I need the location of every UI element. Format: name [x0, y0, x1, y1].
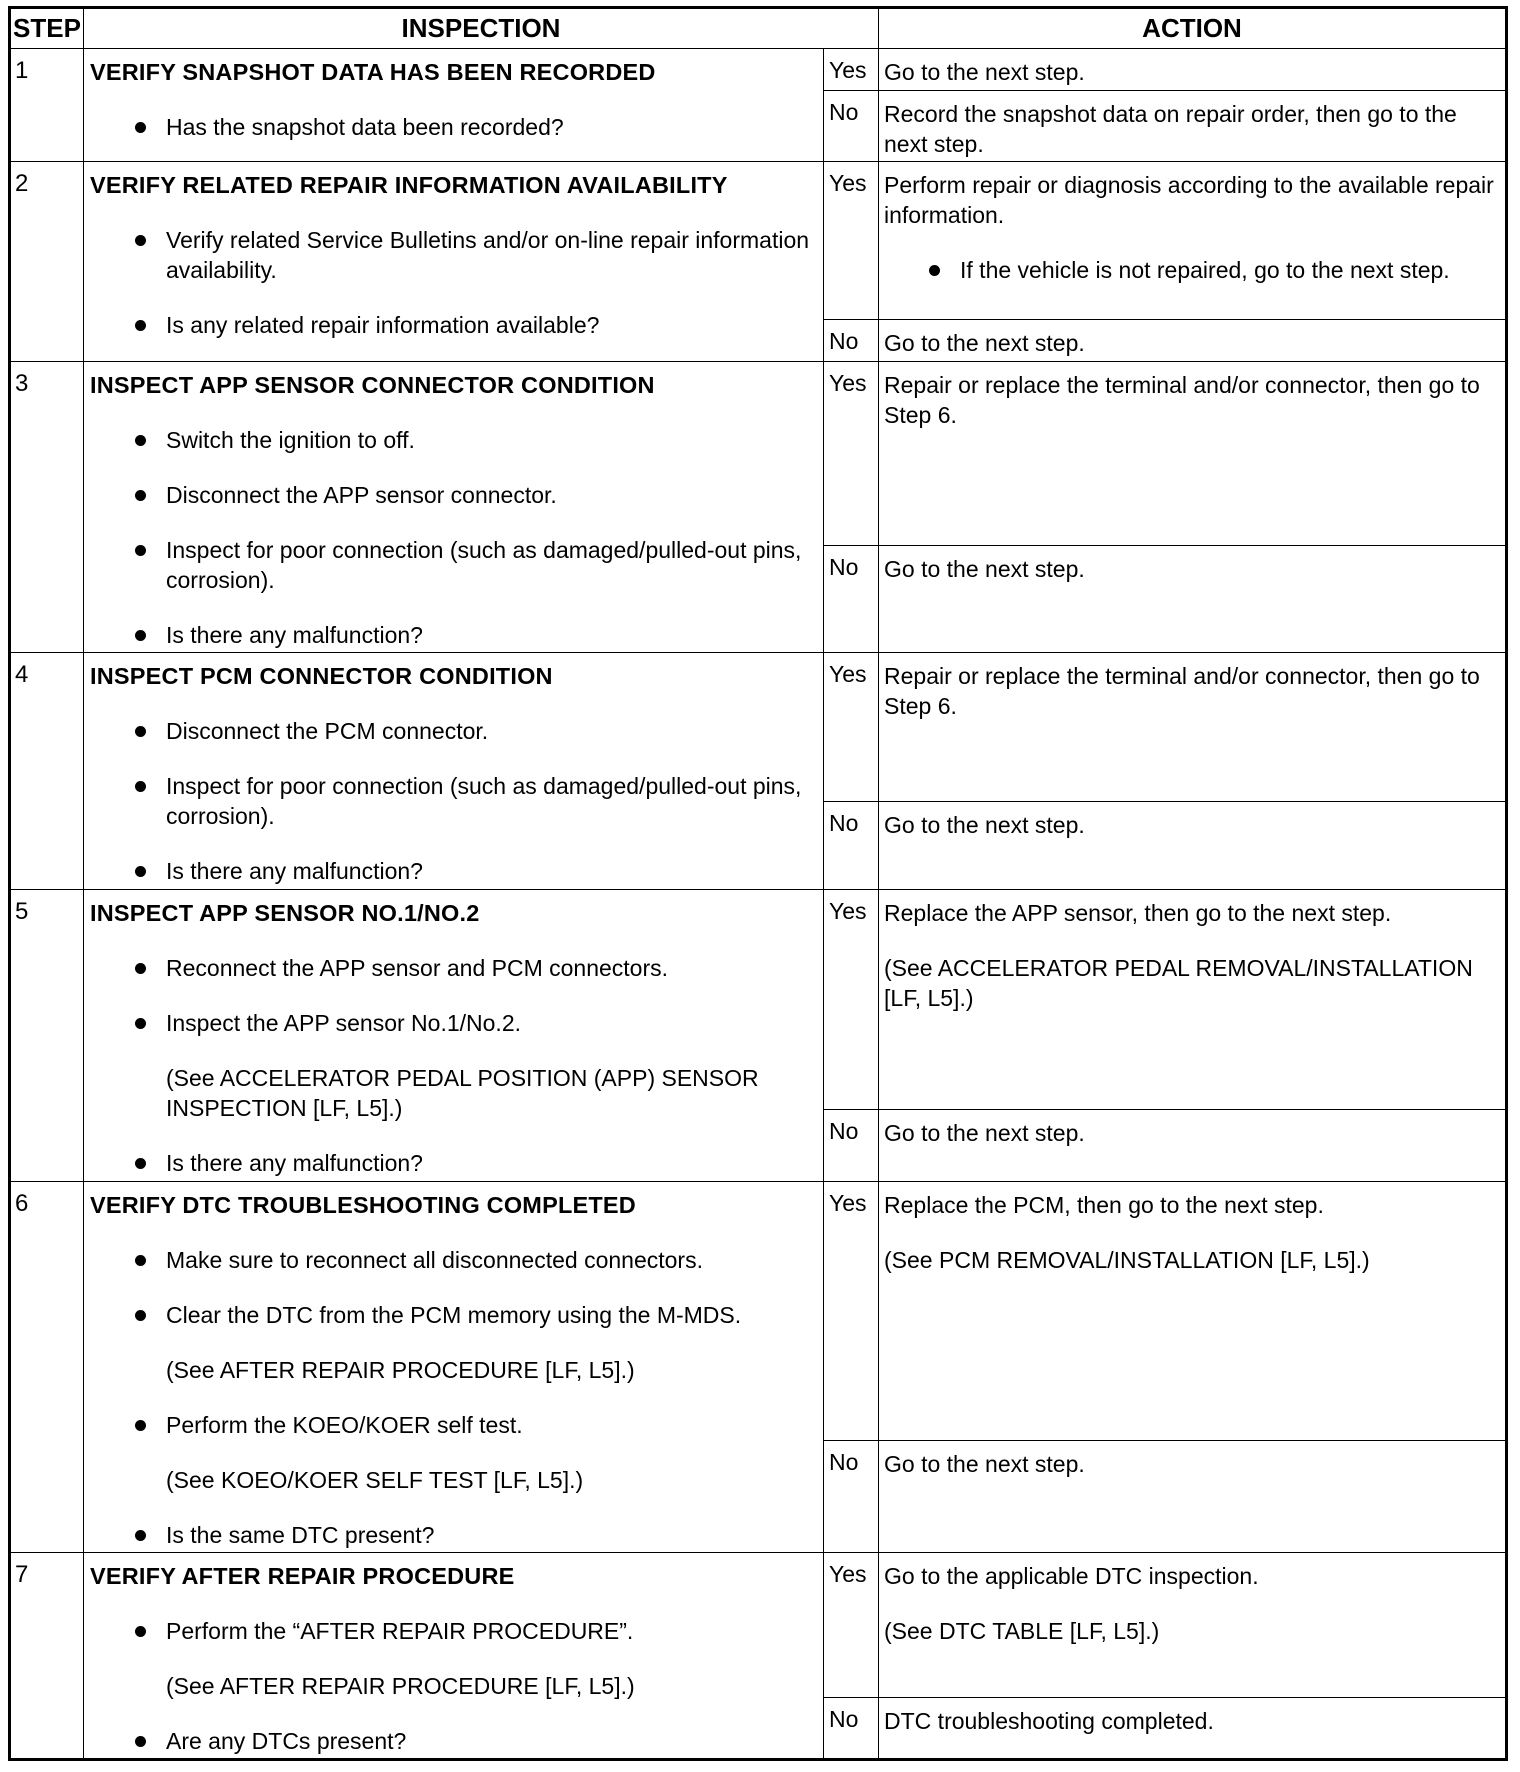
step-inspection-5 [84, 890, 824, 1182]
inspection-item: Are any DTCs present? [90, 1726, 817, 1756]
action-yes-5 [879, 890, 1507, 1110]
action-reference: (See DTC TABLE [LF, L5].) [884, 1618, 1160, 1644]
yes-label: Yes [824, 162, 879, 320]
troubleshooting-page [8, 6, 1508, 1761]
action-yes-1 [879, 49, 1507, 91]
inspection-reference: (See AFTER REPAIR PROCEDURE [LF, L5].) [166, 1357, 635, 1383]
action-reference: (See ACCELERATOR PEDAL REMOVAL/INSTALLATION [LF, L5].) [884, 955, 1473, 1011]
inspection-item: Clear the DTC from the PCM memory using the M-MDS. [90, 1300, 817, 1330]
yes-label: Yes [824, 362, 879, 546]
action-text: Replace the PCM, then go to the next step. [884, 1192, 1324, 1218]
inspection-item: Has the snapshot data been recorded? [90, 112, 817, 142]
action-no-2 [879, 320, 1507, 362]
step-number: 1 [10, 49, 84, 162]
inspection-item: Is there any malfunction? [90, 856, 817, 886]
inspection-item: Perform the KOEO/KOER self test. [90, 1410, 817, 1440]
action-no-5 [879, 1110, 1507, 1182]
inspection-item: Disconnect the APP sensor connector. [90, 480, 817, 510]
inspection-item: Is the same DTC present? [90, 1520, 817, 1550]
action-reference: (See PCM REMOVAL/INSTALLATION [LF, L5].) [884, 1247, 1370, 1273]
step-row-7-yes [10, 1553, 1507, 1698]
action-text: Go to the next step. [884, 330, 1085, 356]
step-row-2-yes [10, 162, 1507, 320]
action-yes-2 [879, 162, 1507, 320]
action-text: Go to the next step. [884, 812, 1085, 838]
step-title: INSPECT PCM CONNECTOR CONDITION [90, 663, 553, 689]
step-number: 2 [10, 162, 84, 362]
action-text: Go to the next step. [884, 556, 1085, 582]
diagnostic-table [8, 6, 1508, 1761]
inspection-item: Inspect the APP sensor No.1/No.2. [90, 1008, 817, 1038]
step-row-1-yes [10, 49, 1507, 91]
inspection-item: Switch the ignition to off. [90, 425, 817, 455]
no-label: No [824, 1698, 879, 1760]
step-title: VERIFY DTC TROUBLESHOOTING COMPLETED [90, 1192, 636, 1218]
step-number: 5 [10, 890, 84, 1182]
action-no-6 [879, 1441, 1507, 1553]
inspection-item: Is there any malfunction? [90, 620, 817, 650]
action-yes-6 [879, 1182, 1507, 1441]
header-step: STEP [10, 8, 84, 49]
action-text: DTC troubleshooting completed. [884, 1708, 1214, 1734]
header-inspection: INSPECTION [84, 8, 879, 49]
action-yes-7 [879, 1553, 1507, 1698]
step-title: INSPECT APP SENSOR CONNECTOR CONDITION [90, 372, 655, 398]
action-text: Repair or replace the terminal and/or connector, then go to Step 6. [884, 663, 1480, 719]
action-no-3 [879, 546, 1507, 653]
action-yes-3 [879, 362, 1507, 546]
action-no-7 [879, 1698, 1507, 1760]
action-text: Replace the APP sensor, then go to the next step. [884, 900, 1392, 926]
step-number: 3 [10, 362, 84, 653]
yes-label: Yes [824, 653, 879, 802]
action-text: Go to the next step. [884, 1120, 1085, 1146]
action-text: Go to the applicable DTC inspection. [884, 1563, 1259, 1589]
step-title: VERIFY SNAPSHOT DATA HAS BEEN RECORDED [90, 59, 656, 85]
action-text: Go to the next step. [884, 1451, 1085, 1477]
step-title: INSPECT APP SENSOR NO.1/NO.2 [90, 900, 480, 926]
step-number: 6 [10, 1182, 84, 1553]
no-label: No [824, 1441, 879, 1553]
step-inspection-1 [84, 49, 824, 162]
step-title: VERIFY RELATED REPAIR INFORMATION AVAILABILITY [90, 172, 728, 198]
step-inspection-6 [84, 1182, 824, 1553]
action-text: Perform repair or diagnosis according to the available repair information. [884, 172, 1494, 228]
inspection-item: Reconnect the APP sensor and PCM connectors. [90, 953, 817, 983]
inspection-item: Is there any malfunction? [90, 1148, 817, 1178]
inspection-item: Perform the “AFTER REPAIR PROCEDURE”. [90, 1616, 817, 1646]
inspection-reference: (See KOEO/KOER SELF TEST [LF, L5].) [166, 1467, 584, 1493]
header-row [10, 8, 1507, 49]
step-row-6-yes [10, 1182, 1507, 1441]
inspection-item: Verify related Service Bulletins and/or on-line repair information availability. [90, 225, 817, 285]
action-text: Repair or replace the terminal and/or connector, then go to Step 6. [884, 372, 1480, 428]
yes-label: Yes [824, 1182, 879, 1441]
yes-label: Yes [824, 890, 879, 1110]
step-number: 7 [10, 1553, 84, 1760]
inspection-item: Disconnect the PCM connector. [90, 716, 817, 746]
action-yes-4 [879, 653, 1507, 802]
step-row-4-yes [10, 653, 1507, 802]
inspection-item: Make sure to reconnect all disconnected connectors. [90, 1245, 817, 1275]
inspection-item: Inspect for poor connection (such as damaged/pulled-out pins, corrosion). [90, 535, 817, 595]
step-inspection-2 [84, 162, 824, 362]
action-text: Record the snapshot data on repair order, then go to the next step. [884, 101, 1457, 157]
step-title: VERIFY AFTER REPAIR PROCEDURE [90, 1563, 515, 1589]
no-label: No [824, 802, 879, 890]
inspection-item: Inspect for poor connection (such as damaged/pulled-out pins, corrosion). [90, 771, 817, 831]
no-label: No [824, 1110, 879, 1182]
no-label: No [824, 546, 879, 653]
step-inspection-4 [84, 653, 824, 890]
yes-label: Yes [824, 49, 879, 91]
no-label: No [824, 91, 879, 162]
action-subitem: If the vehicle is not repaired, go to the next step. [884, 255, 1499, 285]
step-row-5-yes [10, 890, 1507, 1110]
step-row-3-yes [10, 362, 1507, 546]
action-text: Go to the next step. [884, 59, 1085, 85]
yes-label: Yes [824, 1553, 879, 1698]
inspection-reference: (See AFTER REPAIR PROCEDURE [LF, L5].) [166, 1673, 635, 1699]
header-action: ACTION [879, 8, 1507, 49]
action-no-4 [879, 802, 1507, 890]
inspection-reference: (See ACCELERATOR PEDAL POSITION (APP) SENSOR INSPECTION [LF, L5].) [166, 1065, 759, 1121]
action-no-1 [879, 91, 1507, 162]
step-inspection-3 [84, 362, 824, 653]
inspection-item: Is any related repair information available? [90, 310, 817, 340]
step-number: 4 [10, 653, 84, 890]
step-inspection-7 [84, 1553, 824, 1760]
no-label: No [824, 320, 879, 362]
